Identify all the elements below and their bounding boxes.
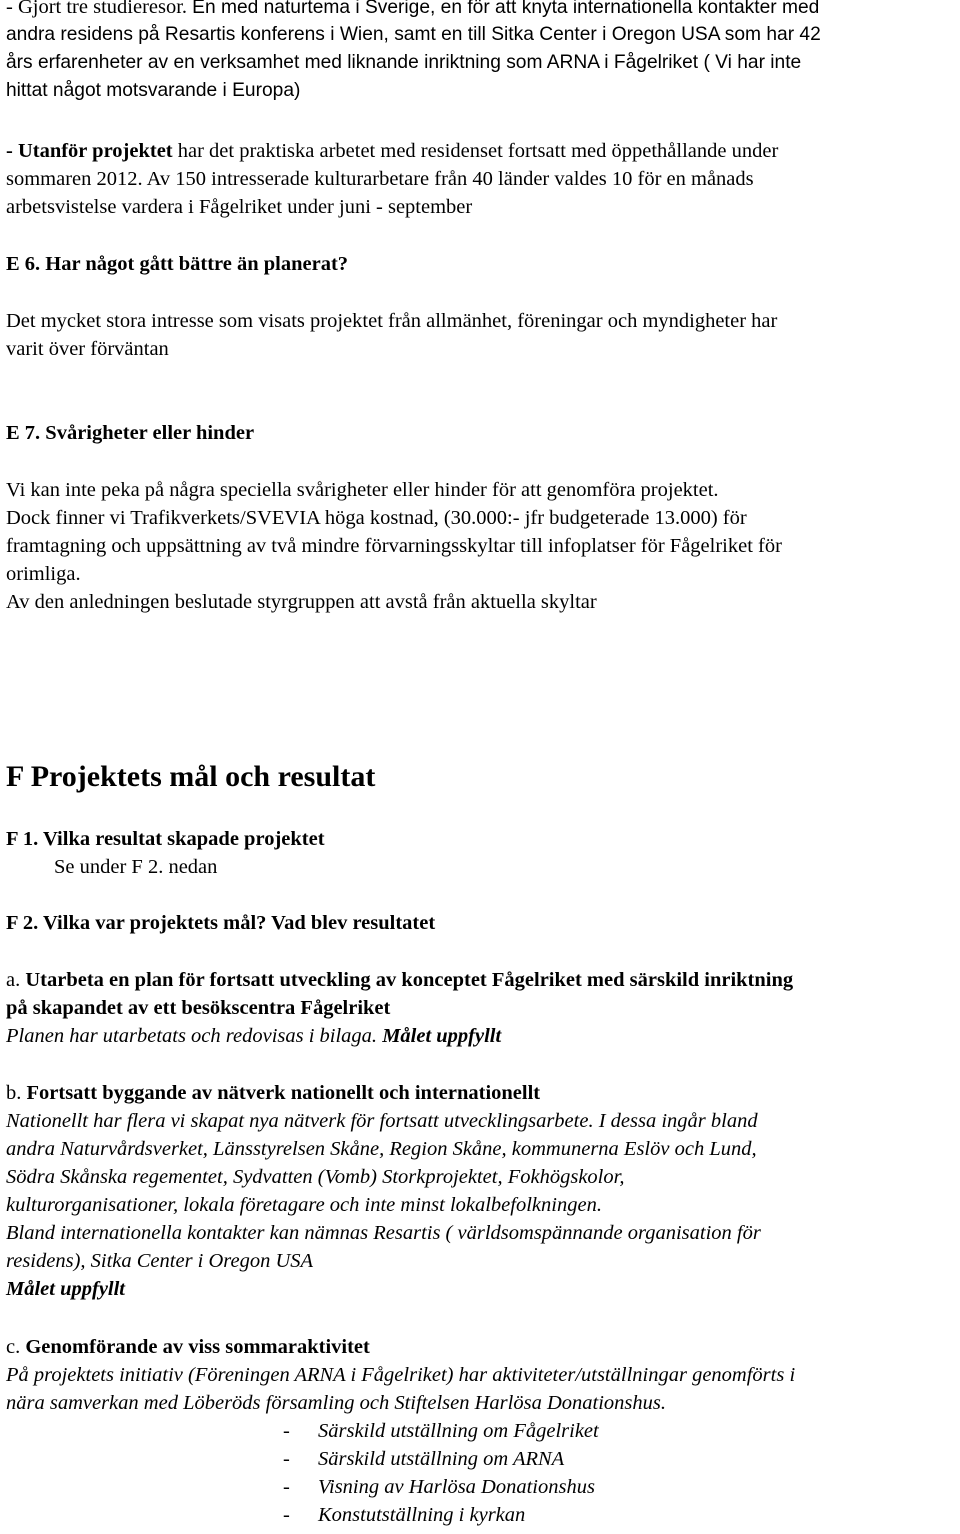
intro-line-2: andra residens på Resartis konferens i Wien, samt en till Sitka Center i Oregon USA som har 42 (6, 24, 821, 45)
goal-a-result (6, 1022, 501, 1050)
intro-text: - Gjort tre studieresor. (6, 0, 193, 18)
goal-a-title-line-2: på skapandet av ett besökscentra Fågelriket (6, 997, 391, 1019)
intro-line-3: års erfarenheter av en verksamhet med liknande inriktning som ARNA i Fågelriket ( Vi har inte (6, 52, 802, 73)
goal-c-title: Genomförande av viss sommaraktivitet (25, 1336, 370, 1358)
list-item: Visning av Harlösa Donationshus (318, 1476, 595, 1498)
f1-heading: F 1. Vilka resultat skapade projektet (6, 828, 325, 850)
goal-b-line-5: Bland internationella kontakter kan nämnas Resartis ( världsomspännande organisation för (6, 1222, 761, 1244)
list-bullet: - (283, 1504, 290, 1526)
outside-line-1 (6, 137, 778, 165)
e6-line-1: Det mycket stora intresse som visats projektet från allmänhet, föreningar och myndigheter har (6, 310, 778, 332)
goal-b-status: Målet uppfyllt (6, 1278, 126, 1300)
goal-c-title-line (6, 1333, 370, 1361)
e7-line-2: Dock finner vi Trafikverkets/SVEVIA höga kostnad, (30.000:- jfr budgeterade 13.000) för (6, 507, 747, 529)
goal-b-line-1: Nationellt har flera vi skapat nya nätverk för fortsatt utvecklingsarbete. I dessa ingår bland (6, 1110, 758, 1132)
e6-line-2: varit över förväntan (6, 338, 169, 360)
goal-b-line-3: Södra Skånska regementet, Sydvatten (Vomb) Storkprojektet, Fokhögskolor, (6, 1166, 625, 1188)
list-bullet: - (283, 1476, 290, 1498)
section-heading-e7: E 7. Svårigheter eller hinder (6, 422, 255, 444)
goal-b-title: Fortsatt byggande av nätverk nationellt och internationellt (26, 1082, 541, 1104)
goal-a-status: Målet uppfyllt (382, 1025, 502, 1047)
outside-text: har det praktiska arbetet med residenset fortsatt med öppethållande under (172, 140, 779, 162)
outside-line-3: arbetsvistelse vardera i Fågelriket under juni - september (6, 196, 473, 218)
goal-c-line-1: På projektets initiativ (Föreningen ARNA i Fågelriket) har aktiviteter/utställningar genomförts i (6, 1364, 796, 1386)
outside-line-2: sommaren 2012. Av 150 intresserade kulturarbetare från 40 länder valdes 10 för en månads (6, 168, 754, 190)
intro-line-1 (6, 0, 819, 22)
e7-line-1: Vi kan inte peka på några speciella svårigheter eller hinder för att genomföra projektet. (6, 479, 719, 501)
list-item: Särskild utställning om Fågelriket (318, 1420, 599, 1442)
e7-line-5: Av den anledningen beslutade styrgruppen att avstå från aktuella skyltar (6, 591, 597, 613)
list-bullet: - (283, 1448, 290, 1470)
section-heading-e6: E 6. Har något gått bättre än planerat? (6, 253, 349, 275)
goal-b-line-4: kulturorganisationer, lokala företagare och inte minst lokalbefolkningen. (6, 1194, 602, 1216)
goal-a-result-text: Planen har utarbetats och redovisas i bilaga. (6, 1025, 383, 1047)
list-bullet: - (283, 1420, 290, 1442)
e7-line-3: framtagning och uppsättning av två mindre förvarningsskyltar till infoplatser för Fågelriket för (6, 535, 782, 557)
f1-text: Se under F 2. nedan (54, 856, 218, 878)
list-item: Konstutställning i kyrkan (318, 1504, 526, 1526)
goal-b-line-6: residens), Sitka Center i Oregon USA (6, 1250, 314, 1272)
goal-a-letter: a. (6, 969, 26, 991)
e7-line-4: orimliga. (6, 563, 81, 585)
goal-b-line-2: andra Naturvårdsverket, Länsstyrelsen Skåne, Region Skåne, kommunerna Eslöv och Lund, (6, 1138, 757, 1160)
f2-heading: F 2. Vilka var projektets mål? Vad blev resultatet (6, 912, 436, 934)
goal-c-letter: c. (6, 1336, 26, 1358)
goal-b-letter: b. (6, 1082, 27, 1104)
list-item: Särskild utställning om ARNA (318, 1448, 565, 1470)
goal-c-line-2: nära samverkan med Löberöds församling och Stiftelsen Harlösa Donationshus. (6, 1392, 666, 1414)
goal-a-title-line-1 (6, 966, 793, 994)
section-title-f: F Projektets mål och resultat (6, 760, 376, 793)
goal-b-title-line (6, 1079, 540, 1107)
intro-text: En med naturtema i Sverige, en för att knyta internationella kontakter med (192, 0, 820, 18)
goal-a-title: Utarbeta en plan för fortsatt utveckling av konceptet Fågelriket med särskild inriktning (25, 969, 794, 991)
outside-label: - Utanför projektet (6, 140, 173, 162)
intro-line-4: hittat något motsvarande i Europa) (6, 80, 301, 101)
